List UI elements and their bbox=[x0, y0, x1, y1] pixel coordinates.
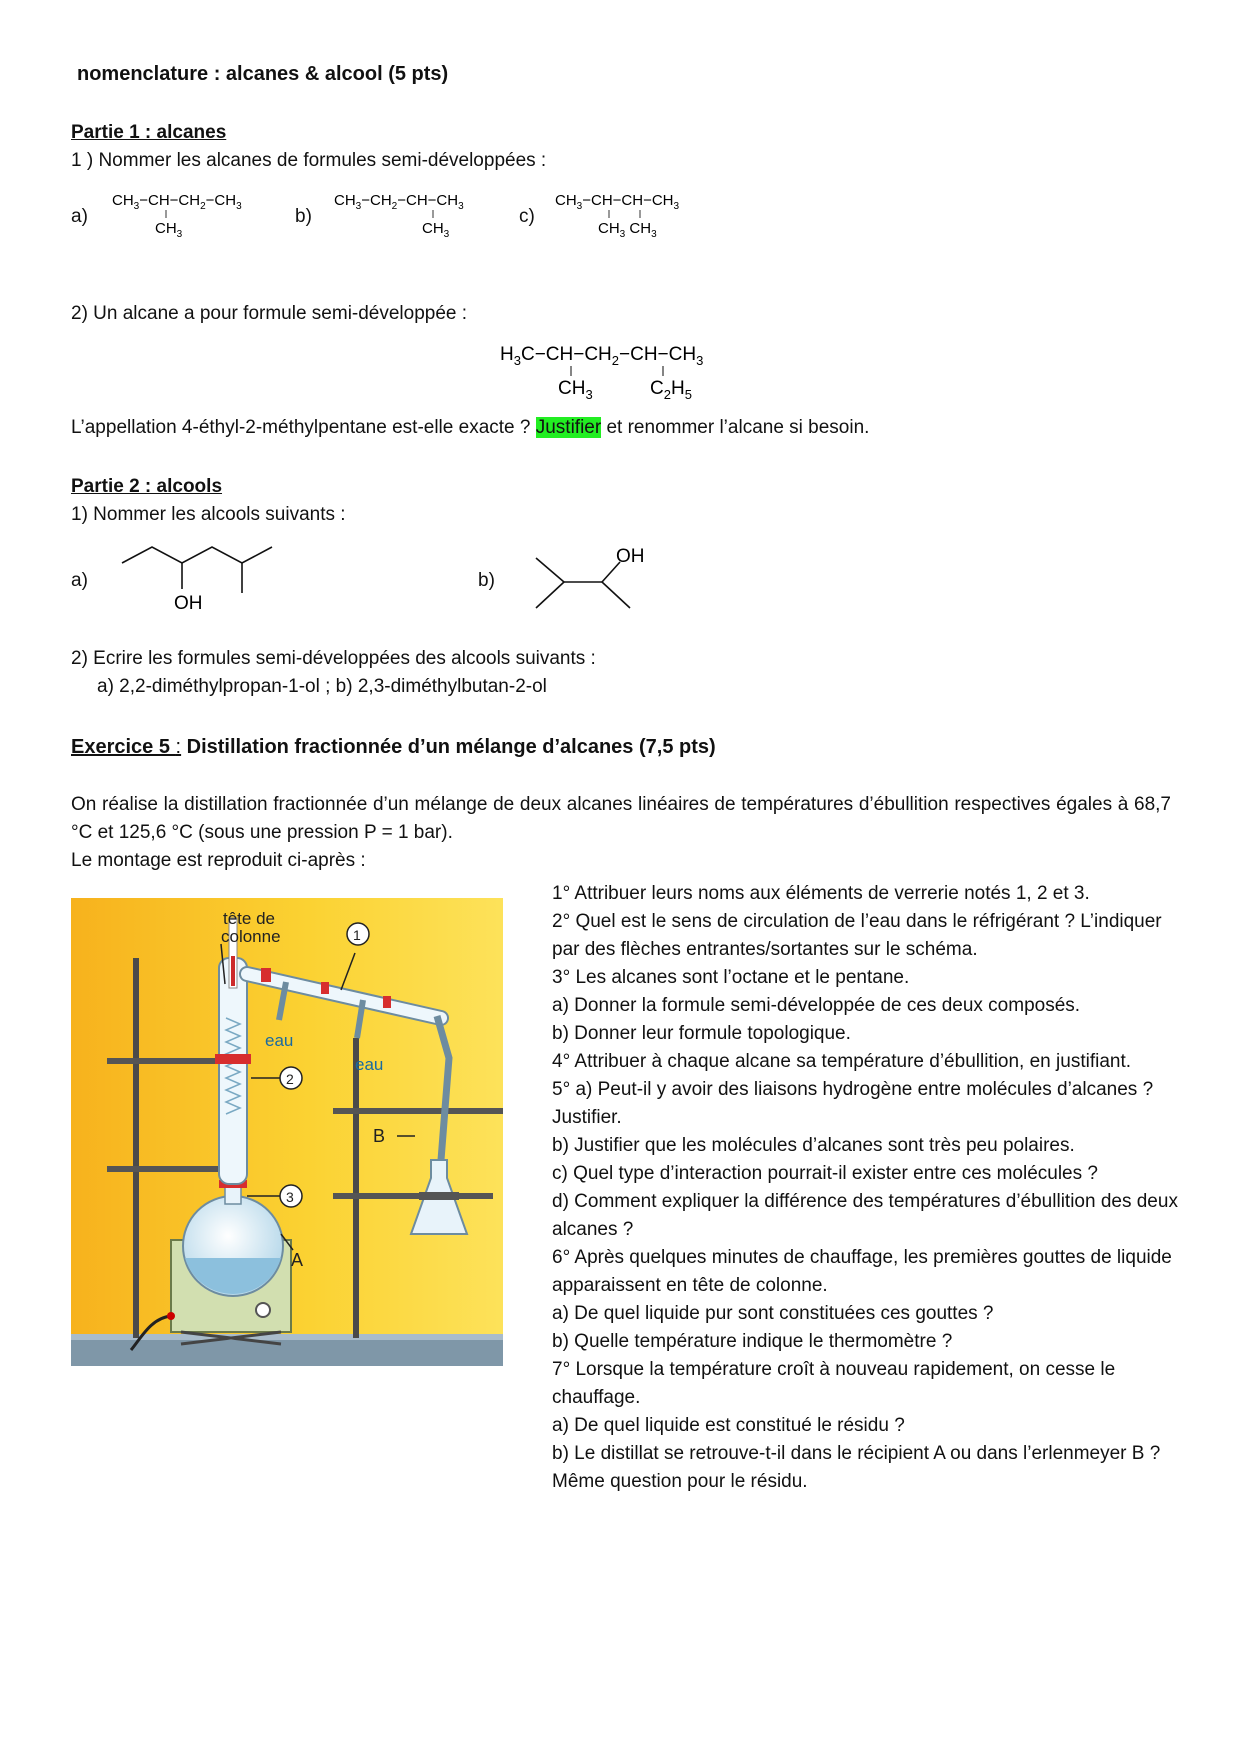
question-5c: c) Quel type d’interaction pourrait-il exister entre ces molécules ? bbox=[552, 1163, 1098, 1184]
question-6: 6° Après quelques minutes de chauffage, les premières gouttes de liquide apparaissent en tête de colonne. bbox=[552, 1247, 1172, 1296]
exercise5-intro2: Le montage est reproduit ci-après : bbox=[71, 850, 366, 871]
question-6b: b) Quelle température indique le thermomètre ? bbox=[552, 1331, 953, 1352]
question-6a: a) De quel liquide pur sont constituées ces gouttes ? bbox=[552, 1303, 994, 1324]
part2-q2: 2) Ecrire les formules semi-développées des alcools suivants : bbox=[71, 648, 596, 669]
exercise5-intro: On réalise la distillation fractionnée d’un mélange de deux alcanes linéaires de températures d’ébullition respectives égales à 68,7 °C et 125,6 °C (sous une pression P = 1 bar). bbox=[71, 794, 1171, 843]
part1-q1: 1 ) Nommer les alcanes de formules semi-développées : bbox=[71, 150, 547, 171]
alcohol-skeletal-b bbox=[528, 540, 668, 630]
svg-text:2: 2 bbox=[286, 1071, 294, 1087]
question-5a: 5° a) Peut-il y avoir des liaisons hydrogène entre molécules d’alcanes ? Justifier. bbox=[552, 1079, 1154, 1128]
svg-text:tête de: tête de bbox=[223, 909, 275, 928]
svg-text:OH: OH bbox=[616, 546, 645, 567]
question-7a: a) De quel liquide est constitué le résidu ? bbox=[552, 1415, 905, 1436]
svg-text:1: 1 bbox=[353, 927, 361, 943]
alcohol-label-b: b) bbox=[478, 570, 495, 591]
question-2: 2° Quel est le sens de circulation de l’eau dans le réfrigérant ? L’indiquer par des flèches entrantes/sortantes sur le schéma. bbox=[552, 911, 1162, 960]
highlighted-word: Justifier bbox=[535, 417, 602, 438]
question-7: 7° Lorsque la température croît à nouveau rapidement, on cesse le chauffage. bbox=[552, 1359, 1116, 1408]
question-3a: a) Donner la formule semi-développée de ces deux composés. bbox=[552, 995, 1081, 1016]
svg-text:3: 3 bbox=[286, 1189, 294, 1205]
question-1: 1° Attribuer leurs noms aux éléments de verrerie notés 1, 2 et 3. bbox=[552, 883, 1090, 904]
question-3b: b) Donner leur formule topologique. bbox=[552, 1023, 851, 1044]
svg-text:OH: OH bbox=[174, 593, 203, 614]
part2-heading: Partie 2 : alcools bbox=[71, 476, 223, 497]
svg-text:B: B bbox=[373, 1126, 386, 1146]
exercise5-heading: Exercice 5 : Distillation fractionnée d’un mélange d’alcanes (7,5 pts) bbox=[71, 736, 716, 758]
label-c: c) bbox=[519, 206, 535, 227]
svg-text:C2H5: $C_2H_5$ bbox=[650, 378, 692, 402]
question-3: 3° Les alcanes sont l’octane et le pentane. bbox=[552, 967, 910, 988]
svg-text:eau: eau bbox=[265, 1031, 294, 1050]
alkane-formula-2 bbox=[496, 336, 756, 402]
alkane-formula-b bbox=[330, 186, 490, 238]
svg-text:CH3: $CH_3$ bbox=[155, 220, 183, 238]
label-a: a) bbox=[71, 206, 88, 227]
alkane-formula-a bbox=[108, 186, 268, 238]
question-5b: b) Justifier que les molécules d’alcanes sont très peu polaires. bbox=[552, 1135, 1075, 1156]
svg-text:H3C−CH−CH2−CH−CH3: $H_3C-CH-CH_2-CH-CH_3$ bbox=[500, 344, 704, 368]
question-5d: d) Comment expliquer la différence des températures d’ébullition des deux alcanes ? bbox=[552, 1191, 1178, 1240]
part2-q1: 1) Nommer les alcools suivants : bbox=[71, 504, 346, 525]
part1-q2-question: L’appellation 4-éthyl-2-méthylpentane est-elle exacte ? Justifier et renommer l’alcane si besoin. bbox=[71, 417, 870, 438]
svg-text:eau: eau bbox=[355, 1055, 384, 1074]
distillation-figure bbox=[71, 898, 503, 1366]
svg-text:A: A bbox=[291, 1250, 304, 1270]
label-b: b) bbox=[295, 206, 312, 227]
svg-text:CH3−CH−CH−CH3: $CH_3-CH-CH-CH_3$ bbox=[555, 192, 680, 212]
question-7b: b) Le distillat se retrouve-t-il dans le récipient A ou dans l’erlenmeyer B ? Même question pour le résidu. bbox=[552, 1443, 1161, 1492]
exercise5-questions bbox=[552, 880, 1182, 1496]
svg-text:CH3 CH3: $CH_3$ $CH_3$ bbox=[598, 220, 657, 238]
alcohol-skeletal-a bbox=[118, 535, 278, 615]
alcohol-label-a: a) bbox=[71, 570, 88, 591]
part2-q2-items: a) 2,2-diméthylpropan-1-ol ; b) 2,3-diméthylbutan-2-ol bbox=[97, 676, 547, 697]
part1-heading: Partie 1 : alcanes bbox=[71, 122, 227, 143]
svg-text:CH3: $CH_3$ bbox=[558, 378, 593, 402]
svg-text:CH3: $CH_3$ bbox=[422, 220, 450, 238]
question-4: 4° Attribuer à chaque alcane sa température d’ébullition, en justifiant. bbox=[552, 1051, 1132, 1072]
part1-q2: 2) Un alcane a pour formule semi-développée : bbox=[71, 303, 468, 324]
alkane-formula-c bbox=[551, 186, 711, 238]
svg-text:CH3−CH−CH2−CH3: $CH_3-CH-CH_2-CH_3$ bbox=[112, 192, 242, 212]
svg-text:colonne: colonne bbox=[221, 927, 281, 946]
svg-text:CH3−CH2−CH−CH3: $CH_3-CH_2-CH-CH_3$ bbox=[334, 192, 464, 212]
page-title: nomenclature : alcanes & alcool (5 pts) bbox=[77, 63, 449, 85]
